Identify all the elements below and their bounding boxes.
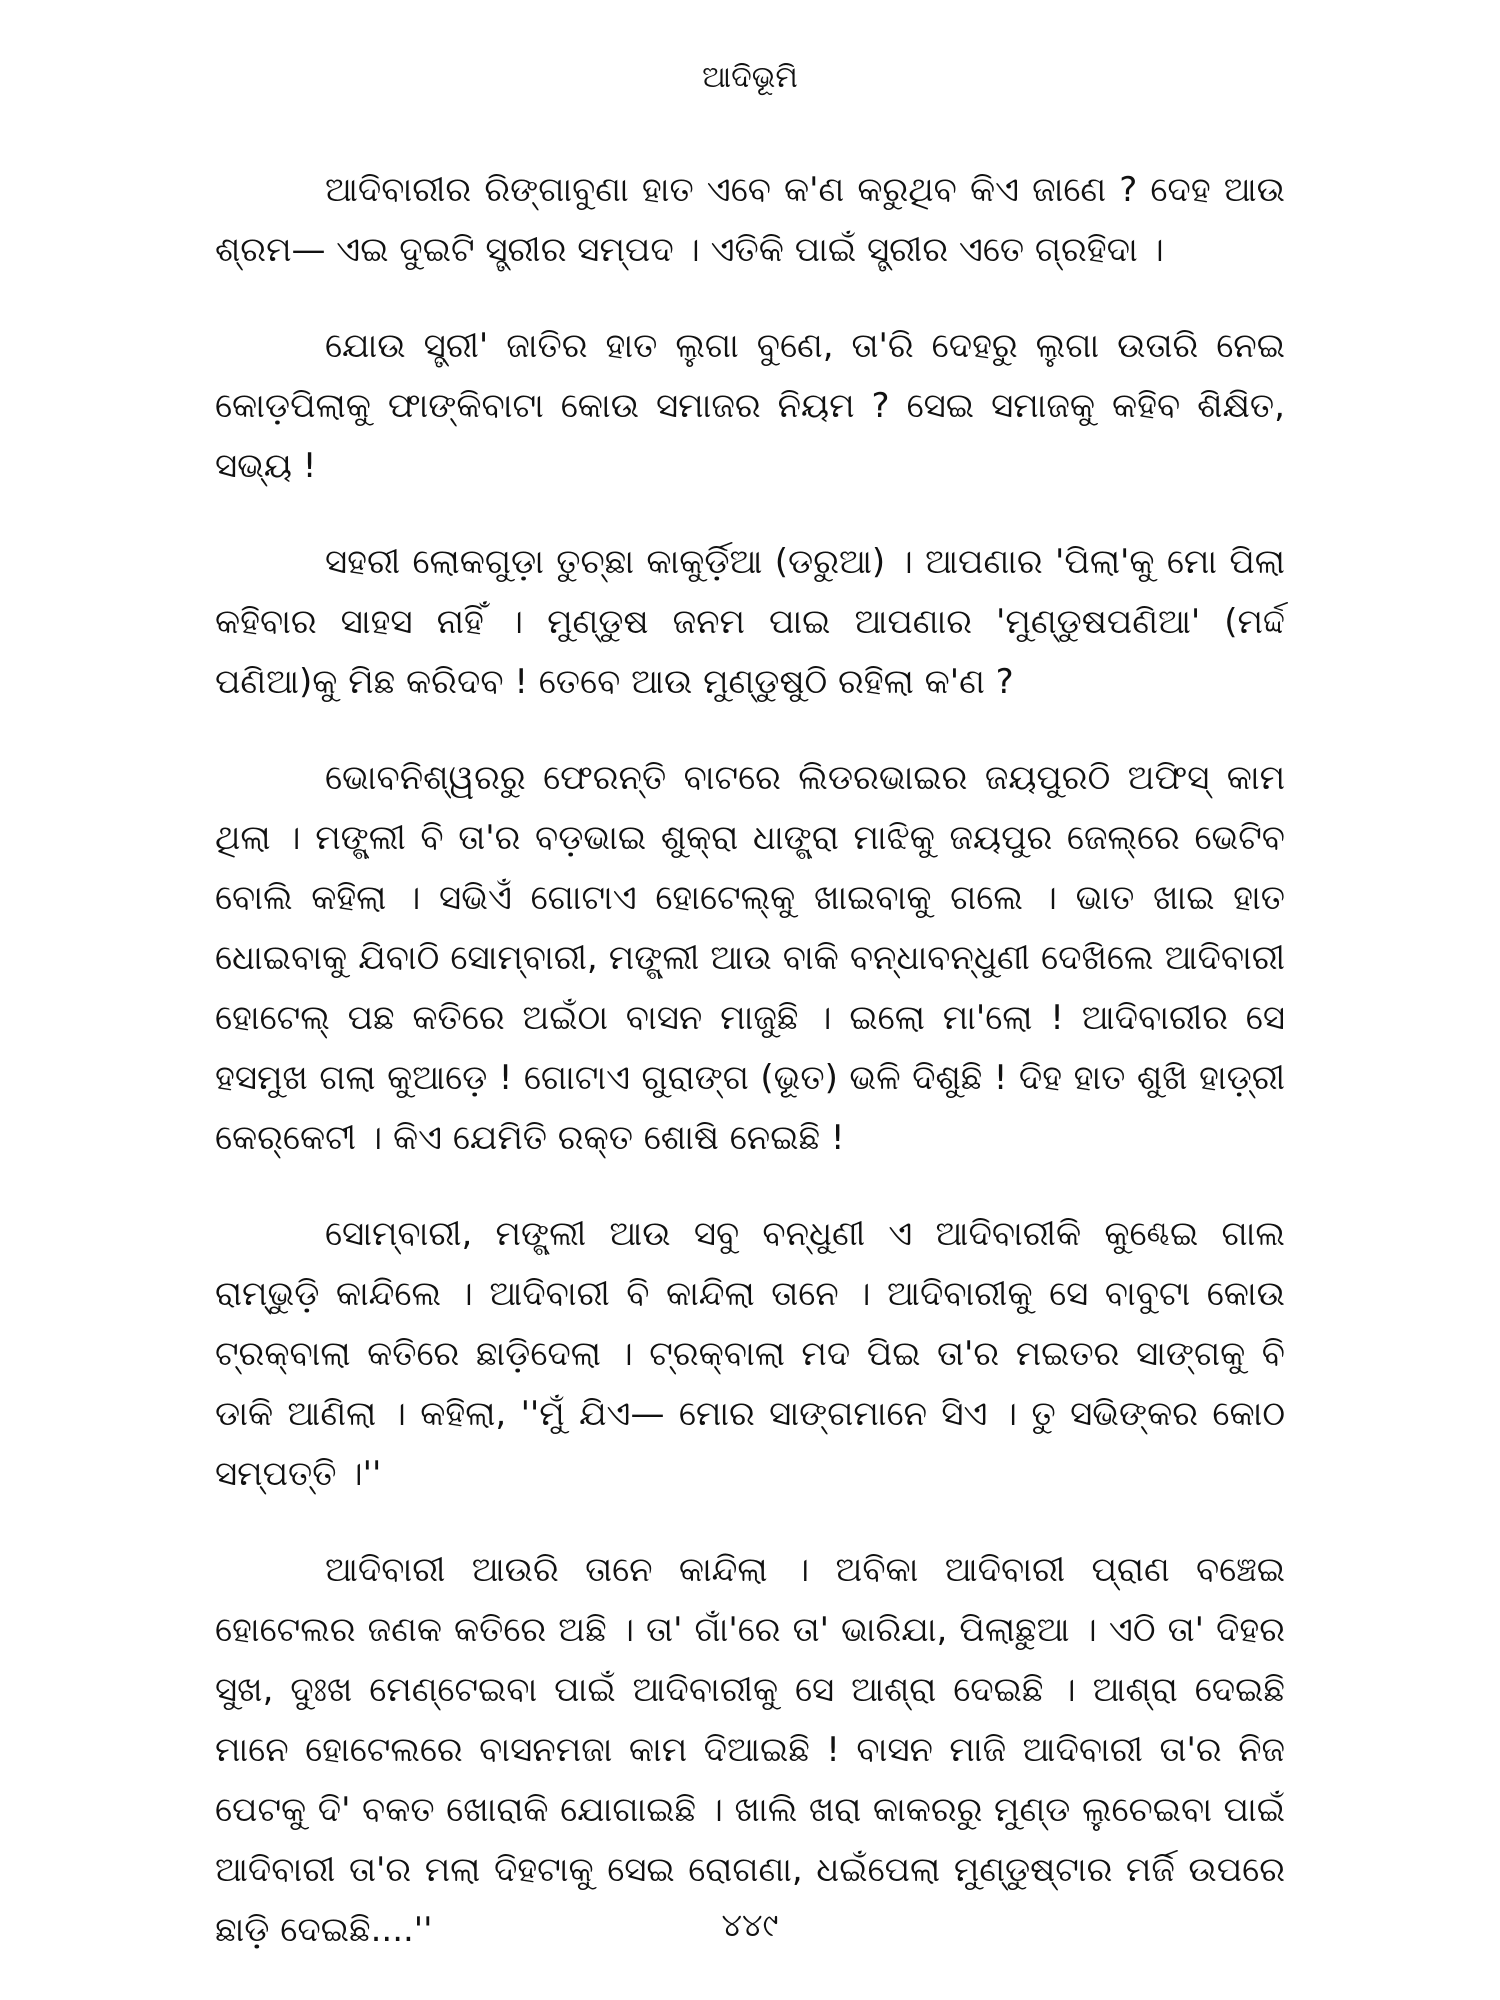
running-title: ଆଦିଭୂମି [702,60,798,95]
paragraph: ଆଦିବାରୀ ଆଉରି ତାନେ କାନ୍ଦିଲା । ଅବିକା ଆଦିବାରୀ ପ୍ରାଣ ବଞ୍ଚେଇ ହୋଟେଲର ଜଣକ କତିରେ ଅଛି । ତା' ଗାଁ'ରେ ତା' ଭାରିଯା, ପିଲାଛୁଆ । ଏଠି ତା' ଦିହର ସୁଖ, ଦୁଃଖ ମେଣ୍ଟେଇବା ପାଇଁ ଆଦିବାରୀକୁ ସେ ଆଶ୍ରା ଦେଇଛି । ଆଶ୍ରା ଦେଇଛି ମାନେ ହୋଟେଲରେ ବାସନମଜା କାମ ଦିଆଇଛି ! ବାସନ ମାଜି ଆଦିବାରୀ ତା'ର ନିଜ ପେଟକୁ ଦି' ବକତ ଖୋରାକି ଯୋଗାଇଛି । ଖାଲି ଖରା କାକରରୁ ମୁଣ୍ଡ ଲୁଚେଇବା ପାଇଁ ଆଦିବାରୀ ତା'ର ମଲା ଦିହଟାକୁ ସେଇ ରୋଗଣା, ଧଇଁପେଲା ମୁଣ୍ଡୁଷ୍‌ଟାର ମର୍ଜି ଉପରେ ଛାଡ଼ି ଦେଇଛି....'' [215,1550,1285,1950]
paragraph: ସହରୀ ଲୋକଗୁଡ଼ା ତୁଚ୍ଛା କାକୁର୍ଡ଼ିଆ (ଡରୁଆ) । ଆପଣାର 'ପିଲା'କୁ ମୋ ପିଲା କହିବାର ସାହସ ନାହିଁ । ମୁଣ୍ଡୁଷ ଜନମ ପାଇ ଆପଣାର 'ମୁଣ୍ଡୁଷପଣିଆ' (ମର୍ଦ୍ଦ ପଣିଆ)କୁ ମିଛ କରିଦବ ! ତେବେ ଆଉ ମୁଣ୍ଡୁଷୁଠି ରହିଲା କ'ଣ ? [215,542,1285,702]
paragraph: ଭୋବନିଶ୍ୱରରୁ ଫେରନ୍ତି ବାଟରେ ଲିଡରଭାଇର ଜୟପୁରଠି ଅଫିସ୍ କାମ ଥିଲା । ମଙ୍ଗ୍ଲୀ ବି ତା'ର ବଡ଼ଭାଇ ଶୁକ୍ରା ଧାଙ୍ଗ୍ରା ମାଝିକୁ ଜୟପୁର ଜେଲ୍‌ରେ ଭେଟିବ ବୋଲି କହିଲା । ସଭିଏଁ ଗୋଟାଏ ହୋଟେଲ୍‌କୁ ଖାଇବାକୁ ଗଲେ । ଭାତ ଖାଇ ହାତ ଧୋଇବାକୁ ଯିବାଠି ସୋମ୍‌ବାରୀ, ମଙ୍ଗ୍ଲୀ ଆଉ ବାକି ବନ୍ଧାବନ୍ଧୁଣୀ ଦେଖିଲେ ଆଦିବାରୀ ହୋଟେଲ୍ ପଛ କତିରେ ଅଇଁଠା ବାସନ ମାଜୁଛି । ଇଲୋ ମା'ଲୋ ! ଆଦିବାରୀର ସେ ହସମୁଖ ଗଲା କୁଆଡ଼େ ! ଗୋଟାଏ ଗୁରାଙ୍ଗ (ଭୂତ) ଭଳି ଦିଶୁଛି ! ଦିହ ହାତ ଶୁଖି ହାଡ଼୍‌ରୀ କେର୍‌କେଟୀ । କିଏ ଯେମିତି ରକ୍ତ ଶୋଷି ନେଇଛି ! [215,758,1285,1158]
page-number: ୪୪୯ [721,1906,779,1944]
paragraph: ଆଦିବାରୀର ରିଙ୍ଗାବୁଣା ହାତ ଏବେ କ'ଣ କରୁଥିବ କିଏ ଜାଣେ ? ଦେହ ଆଉ ଶ୍ରମ— ଏଇ ଦୁଇଟି ସ୍ତ୍ରୀର ସମ୍ପଦ । ଏତିକି ପାଇଁ ସ୍ତ୍ରୀର ଏତେ ଗ୍ରହିଦା । [215,170,1285,270]
body-text [215,160,1285,1996]
paragraph: ଯୋଉ ସ୍ତ୍ରୀ' ଜାତିର ହାତ ଲୁଗା ବୁଣେ, ତା'ରି ଦେହରୁ ଲୁଗା ଉତାରି ନେଇ କୋଡ଼ପିଲାକୁ ଫାଙ୍କିବାଟା କୋଉ ସମାଜର ନିୟମ ? ସେଇ ସମାଜକୁ କହିବ ଶିକ୍ଷିତ, ସଭ୍ୟ ! [215,326,1285,486]
paragraph: ସୋମ୍‌ବାରୀ, ମଙ୍ଗ୍ଲୀ ଆଉ ସବୁ ବନ୍ଧୁଣୀ ଏ ଆଦିବାରୀକି କୁଣ୍ଢେଇ ଗାଲ ରାମ୍ଭୁଡ଼ି କାନ୍ଦିଲେ । ଆଦିବାରୀ ବି କାନ୍ଦିଲା ତାନେ । ଆଦିବାରୀକୁ ସେ ବାବୁଟା କୋଉ ଟ୍ରକ୍‌ବାଲା କତିରେ ଛାଡ଼ିଦେଲା । ଟ୍ରକ୍‌ବାଲା ମଦ ପିଇ ତା'ର ମଇତର ସାଙ୍ଗକୁ ବି ଡାକି ଆଣିଲା । କହିଲା, ''ମୁଁ ଯିଏ— ମୋର ସାଙ୍ଗମାନେ ସିଏ । ତୁ ସଭିଙ୍କର କୋଠ ସମ୍ପତ୍ତି ।'' [215,1214,1285,1494]
